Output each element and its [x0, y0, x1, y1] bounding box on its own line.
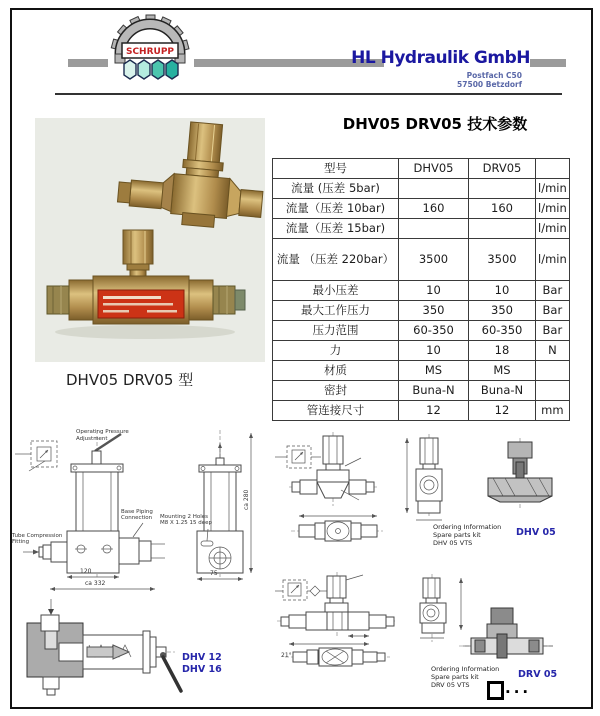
cell-drv05: 350	[469, 301, 536, 321]
table-row	[273, 179, 570, 199]
cell-unit: l/min	[536, 239, 570, 281]
photo-caption: DHV05 DRV05 型	[66, 371, 194, 389]
row-label: 流量（压差 15bar)	[273, 219, 399, 239]
dim-21-degrees: 21°	[281, 652, 292, 659]
table-row	[273, 199, 570, 219]
label-base-piping: Base Piping	[121, 509, 153, 515]
ordering-info-line2: Spare parts kit	[433, 531, 481, 539]
ordering-info-line3: DRV 05 VTS	[431, 681, 470, 689]
cell-unit: l/min	[536, 219, 570, 239]
col-header-unit	[536, 159, 570, 179]
model-label-dhv16: DHV 16	[182, 664, 222, 675]
header-bar-right	[530, 59, 566, 67]
cell-unit: Bar	[536, 321, 570, 341]
drv05-technical-drawing	[275, 568, 595, 716]
ordering-info-line1: Ordering Information	[431, 665, 500, 673]
row-label: 流量 (压差 5bar)	[273, 179, 399, 199]
label-tube-compression: Tube Compression	[12, 533, 63, 539]
row-label: 最大工作压力	[273, 301, 399, 321]
table-row	[273, 301, 570, 321]
cell-unit: Bar	[536, 281, 570, 301]
cell-unit: mm	[536, 401, 570, 421]
cell-dhv05	[399, 219, 469, 239]
table-row	[273, 281, 570, 301]
table-row	[273, 381, 570, 401]
cell-drv05	[469, 179, 536, 199]
cell-dhv05: 160	[399, 199, 469, 219]
row-label: 材质	[273, 361, 399, 381]
cell-drv05: 160	[469, 199, 536, 219]
logo-gems-icon	[124, 60, 178, 79]
logo-brand-text: SCHRUPP	[125, 47, 175, 57]
dim-120: 120	[80, 568, 92, 575]
spec-table	[272, 158, 570, 421]
dim-ca-280: ca 280	[243, 489, 250, 510]
cell-unit: l/min	[536, 179, 570, 199]
cell-drv05: 3500	[469, 239, 536, 281]
cell-unit	[536, 361, 570, 381]
schrupp-logo-icon	[106, 12, 194, 84]
label-base-piping-2: Connection	[121, 515, 153, 521]
cell-dhv05: 10	[399, 281, 469, 301]
label-tube-compression-2: Fitting	[12, 539, 30, 545]
cell-dhv05: 10	[399, 341, 469, 361]
ordering-info-line1: Ordering Information	[433, 523, 502, 531]
cell-dhv05	[399, 179, 469, 199]
row-label: 力	[273, 341, 399, 361]
col-header-model: 型号	[273, 159, 399, 179]
hydraulic-symbol-icon	[275, 580, 327, 600]
cell-drv05: Buna-N	[469, 381, 536, 401]
table-header-row	[273, 159, 570, 179]
row-label: 压力范围	[273, 321, 399, 341]
model-label-drv05: DRV 05	[518, 669, 558, 680]
hydraulic-symbol-icon	[275, 446, 321, 468]
dim-ca-332: ca 332	[85, 580, 106, 587]
label-operating-pressure: Operating Pressure	[76, 429, 129, 435]
table-row	[273, 361, 570, 381]
row-label: 密封	[273, 381, 399, 401]
cell-dhv05: 60-350	[399, 321, 469, 341]
cell-drv05: 60-350	[469, 321, 536, 341]
cell-drv05: 10	[469, 281, 536, 301]
page-title: DHV05 DRV05 技术参数	[342, 115, 528, 133]
cell-drv05	[469, 219, 536, 239]
missing-glyph-square	[487, 681, 504, 700]
col-header-drv05: DRV05	[469, 159, 536, 179]
cell-unit	[536, 381, 570, 401]
row-label: 最小压差	[273, 281, 399, 301]
dim-75: 75	[210, 570, 218, 577]
label-mounting: Mounting 2 Holes	[160, 514, 209, 520]
hydraulic-symbol-icon	[15, 441, 57, 471]
ordering-info-line3: DHV 05 VTS	[433, 539, 473, 547]
header-bar-left	[68, 59, 108, 67]
company-address-line1: Postfach C50	[466, 71, 522, 80]
row-label: 流量（压差 10bar)	[273, 199, 399, 219]
model-label-dhv12: DHV 12	[182, 652, 222, 663]
cell-drv05: 12	[469, 401, 536, 421]
ordering-info-line2: Spare parts kit	[431, 673, 479, 681]
row-label: 管连接尺寸	[273, 401, 399, 421]
cell-dhv05: 12	[399, 401, 469, 421]
header-divider	[55, 93, 562, 95]
company-address-line2: 57500 Betzdorf	[457, 80, 522, 89]
table-row	[273, 219, 570, 239]
cell-dhv05: Buna-N	[399, 381, 469, 401]
table-row	[273, 239, 570, 281]
product-photo	[35, 118, 265, 362]
label-operating-pressure-2: Adjustment	[76, 436, 108, 442]
label-mounting-2: M8 X 1.25 15 deep	[160, 520, 213, 526]
ellipsis-dots: ...	[505, 679, 532, 697]
cell-dhv05: MS	[399, 361, 469, 381]
company-name: HL Hydraulik GmbH	[351, 48, 530, 68]
cell-unit: Bar	[536, 301, 570, 321]
cell-drv05: 18	[469, 341, 536, 361]
col-header-dhv05: DHV05	[399, 159, 469, 179]
cell-unit: N	[536, 341, 570, 361]
table-row	[273, 321, 570, 341]
cell-drv05: MS	[469, 361, 536, 381]
table-row	[273, 341, 570, 361]
table-row	[273, 401, 570, 421]
cell-unit: l/min	[536, 199, 570, 219]
row-label: 流量 （压差 220bar）	[273, 239, 399, 281]
model-label-dhv05: DHV 05	[516, 527, 556, 538]
cell-dhv05: 350	[399, 301, 469, 321]
cell-dhv05: 3500	[399, 239, 469, 281]
